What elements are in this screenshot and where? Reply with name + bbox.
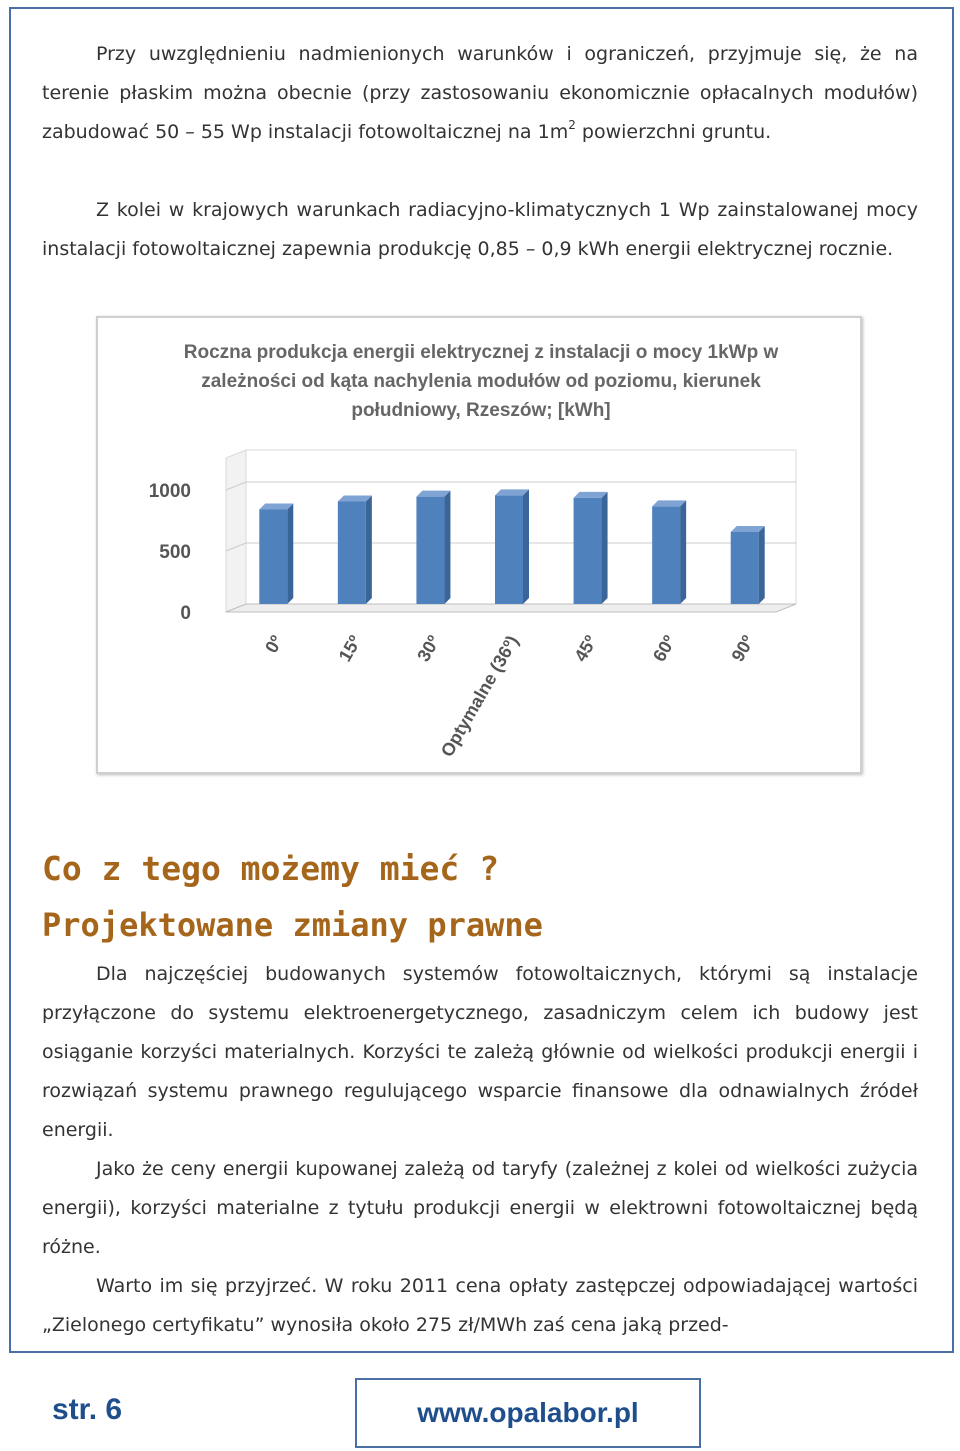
x-category-label: 15º	[334, 632, 366, 666]
bar-front	[652, 506, 680, 604]
chart-title-line: południowy, Rzeszów; [kWh]	[351, 400, 611, 421]
website-link[interactable]: www.opalabor.pl	[417, 1397, 639, 1428]
bar-side	[366, 496, 372, 604]
y-tick-label: 0	[180, 603, 191, 624]
bar-side	[680, 500, 686, 604]
chart-side-wall	[226, 450, 246, 612]
paragraph-text: Dla najczęściej budowanych systemów fotowoltaicznych, którymi są instalacje przyłączone do systemu elektroenergetycznego, zasadniczym celem ich budowy jest osiąganie korzyści materialnych. Korzyści te zależą głównie od wielkości produkcji energii i rozwiązań systemu prawnego regulującego wsparcie finansowe dla odnawialnych źródeł energii.	[42, 963, 918, 1141]
paragraph-grid-systems	[42, 955, 918, 1150]
y-tick-label: 500	[159, 542, 191, 563]
paragraph-tariffs	[42, 1150, 918, 1267]
paragraph-text: Jako że ceny energii kupowanej zależą od taryfy (zależnej z kolei od wielkości zużycia energii), korzyści materialne z tytułu produkcji energii w elektrowni fotowoltaicznej będą różne.	[42, 1158, 918, 1258]
x-category-label: 60º	[648, 632, 680, 666]
bar-front	[731, 532, 759, 604]
bar-front	[338, 502, 366, 604]
page-number: str. 6	[52, 1393, 123, 1426]
paragraph-area-per-m2	[42, 35, 918, 152]
chart-title-line: Roczna produkcja energii elektrycznej z instalacji o mocy 1kWp w	[183, 342, 779, 363]
bar-front	[259, 509, 287, 604]
paragraph-energy-yield	[42, 191, 918, 269]
bar-side	[523, 489, 529, 604]
bar-front	[416, 497, 444, 604]
chart-svg	[98, 318, 860, 772]
x-category-label: Optymalne (36º)	[436, 632, 523, 761]
x-category-label: 30º	[413, 632, 444, 666]
bar-side	[602, 492, 608, 604]
section-heading-benefits: Co z tego możemy mieć ?	[42, 849, 499, 888]
x-category-label: 45º	[570, 632, 602, 666]
superscript: 2	[568, 118, 576, 132]
chart-title-line: zależności od kąta nachylenia modułów od poziomu, kierunek	[201, 371, 761, 392]
paragraph-tail: powierzchni gruntu.	[575, 121, 772, 143]
section-heading-legal-changes: Projektowane zmiany prawne	[42, 906, 543, 944]
paragraph-text: Z kolei w krajowych warunkach radiacyjno-klimatycznych 1 Wp zainstalowanej mocy instalacji fotowoltaicznej zapewnia produkcję 0,85 – 0,9 kWh energii elektrycznej rocznie.	[42, 199, 918, 260]
paragraph-green-certificate	[42, 1267, 918, 1345]
bar-top	[259, 503, 293, 509]
website-link-box[interactable]	[355, 1378, 701, 1448]
y-tick-label: 1000	[148, 481, 191, 502]
paragraph-text: Przy uwzględnieniu nadmienionych warunków i ograniczeń, przyjmuje się, że na terenie płaskim można obecnie (przy zastosowaniu ekonomicznie opłacalnych modułów) zabudować 50 – 55 Wp instalacji fotowoltaicznej na 1m	[42, 43, 918, 143]
bar-side	[287, 503, 293, 604]
energy-production-chart	[96, 316, 862, 774]
bar-front	[495, 495, 523, 604]
paragraph-text: Warto im się przyjrzeć. W roku 2011 cena opłaty zastępczej odpowiadającej wartości „Zielonego certyfikatu” wynosiła około 275 zł/MWh zaś cena jaką przed-	[42, 1275, 918, 1336]
bar-side	[759, 526, 765, 604]
x-category-label: 0º	[261, 632, 287, 657]
bar-front	[574, 498, 602, 604]
bar-side	[444, 491, 450, 604]
chart-floor	[226, 604, 796, 612]
x-category-label: 90º	[727, 632, 759, 666]
